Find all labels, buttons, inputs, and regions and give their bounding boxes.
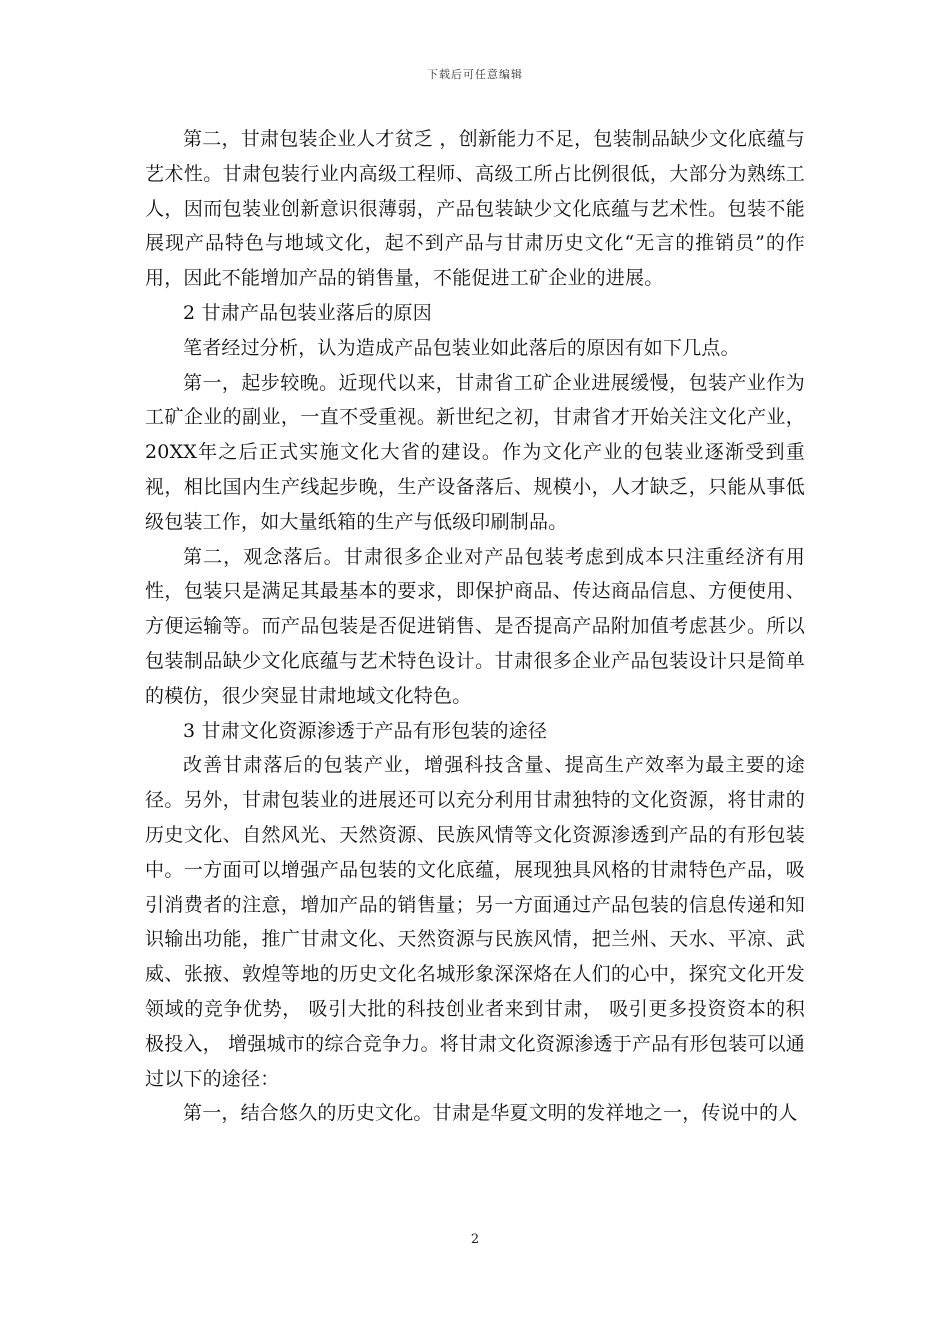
page-number: 2 <box>470 1232 480 1247</box>
paragraph-late-start: 第一，起步较晚。近现代以来，甘肃省工矿企业进展缓慢，包装产业作为工矿企业的副业，一直不受重视。新世纪之初，甘肃省才开始关注文化产业，20XX年之后正式实施文化大省的建设。作为文化产业的包装业逐渐受到重视，相比国内生产线起步晚，生产设备落后、规模小，人才缺乏，只能从事低级包装工作，如大量纸箱的生产与低级印刷制品。 <box>145 371 805 533</box>
document-body <box>145 122 805 1131</box>
paragraph-improvement-approach: 改善甘肃落后的包装产业，增强科技含量、提高生产效率为最主要的途径。另外，甘肃包装业的进展还可以充分利用甘肃独特的文化资源，将甘肃的历史文化、自然风光、天然资源、民族风情等文化资源渗透到产品的有形包装中。一方面可以增强产品包装的文化底蕴，展现独具风格的甘肃特色产品，吸引消费者的注意，增加产品的销售量；另一方面通过产品包装的信息传递和知识输出功能，推广甘肃文化、天然资源与民族风情，把兰州、天水、平凉、武威、张掖、敦煌等地的历史文化名城形象深深烙在人们的心中，探究文化开发领域的竞争优势， 吸引大批的科技创业者来到甘肃， 吸引更多投资资本的积极投入， 增强城市的综合竞争力。将甘肃文化资源渗透于产品有形包装可以通过以下的途径： <box>145 754 805 1090</box>
paragraph-outdated-concepts: 第二，观念落后。甘肃很多企业对产品包装考虑到成本只注重经济有用性，包装只是满足其最基本的要求，即保护商品、传达商品信息、方便使用、方便运输等。而产品包装是否促进销售、是否提高产品附加值考虑甚少。所以包装制品缺少文化底蕴与艺术特色设计。甘肃很多企业产品包装设计只是简单的模仿，很少突显甘肃地域文化特色。 <box>145 545 805 707</box>
paragraph-historical-culture: 第一，结合悠久的历史文化。甘肃是华夏文明的发祥地之一，传说中的人 <box>183 1102 798 1125</box>
page-header: 下载后可任意编辑 <box>427 68 523 81</box>
section-heading-2: 2 甘肃产品包装业落后的原因 <box>183 301 432 324</box>
paragraph-talent-shortage: 第二，甘肃包装企业人才贫乏 ，创新能力不足，包装制品缺少文化底蕴与艺术性。甘肃包装行业内高级工程师、高级工所占比例很低，大部分为熟练工人，因而包装业创新意识很薄弱，产品包装缺少文化底蕴与艺术性。包装不能展现产品特色与地域文化，起不到产品与甘肃历史文化“无言的推销员”的作用，因此不能增加产品的销售量，不能促进工矿企业的进展。 <box>145 128 805 290</box>
paragraph-analysis-intro: 笔者经过分析，认为造成产品包装业如此落后的原因有如下几点。 <box>183 336 740 359</box>
section-heading-3: 3 甘肃文化资源渗透于产品有形包装的途径 <box>183 719 548 742</box>
